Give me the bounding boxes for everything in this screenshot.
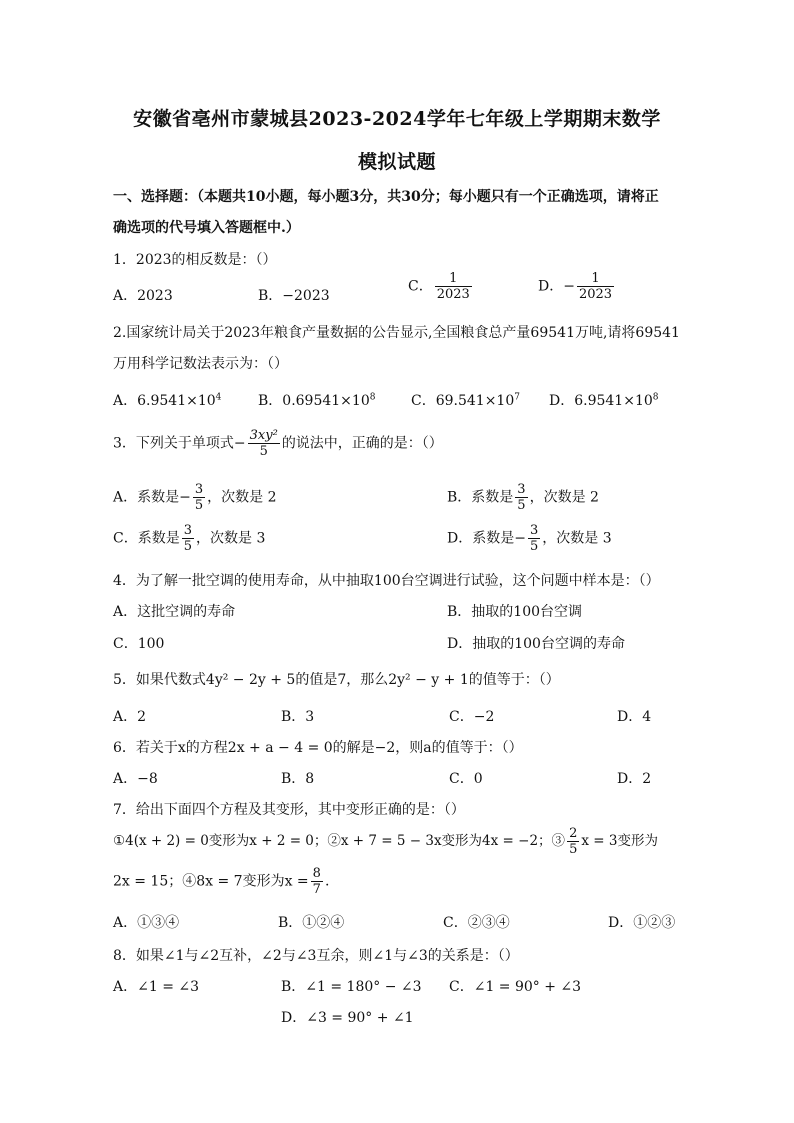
q5-option-c: C．−2 <box>449 709 495 725</box>
q6-option-a: A．−8 <box>113 771 158 787</box>
q1-option-a: A．2023 <box>113 288 173 304</box>
fraction-numerator: 3 <box>194 482 204 497</box>
q5-option-a: A．2 <box>113 709 147 725</box>
q7-option-c: C．②③④ <box>443 915 510 931</box>
q5-option-d: D．4 <box>617 709 652 725</box>
q1-option-c <box>408 271 474 302</box>
q8-option-d: D．∠3 = 90° + ∠1 <box>281 1010 414 1026</box>
fraction-numerator: 2 <box>569 826 578 841</box>
fraction-numerator: 1 <box>435 271 472 287</box>
q2-stem-line1: 2.国家统计局关于2023年粮食产量数据的公告显示,全国粮食总产量69541万吨,请将69541 <box>113 325 680 341</box>
q4-option-b: B．抽取的100台空调 <box>447 604 583 620</box>
q3-option-d <box>447 523 612 554</box>
q2-option-c <box>411 390 520 410</box>
q6-option-d: D．2 <box>617 771 652 787</box>
q4-option-c: C．100 <box>113 636 165 652</box>
q8-option-a: A．∠1 = ∠3 <box>113 979 200 995</box>
q3-stem-post: 的说法中，正确的是：（） <box>281 435 443 452</box>
fraction-numerator: 3xy² <box>249 428 278 443</box>
q6-option-c: C．0 <box>449 771 483 787</box>
q2-option-a <box>113 390 221 410</box>
fraction-denominator: 7 <box>312 882 321 897</box>
q3-option-a <box>113 482 276 513</box>
fraction-denominator: 2023 <box>436 287 470 302</box>
q4-option-a: A．这批空调的寿命 <box>113 604 236 620</box>
q3-option-d-fraction <box>528 523 540 554</box>
q7-option-a: A．①③④ <box>113 915 180 931</box>
q3-stem <box>113 428 443 459</box>
q7-option-d: D．①②③ <box>608 915 676 931</box>
q6-stem: 6．若关于x的方程2x + a − 4 = 0的解是−2，则a的值等于：（） <box>113 740 523 756</box>
fraction-denominator: 5 <box>569 842 578 857</box>
q3-option-a-fraction <box>193 482 205 513</box>
option-pre: C．系数是 <box>113 530 180 547</box>
q2-option-c-base: C．69.541×10 <box>411 393 515 409</box>
q2-option-a-exponent: 4 <box>215 392 222 403</box>
q5-stem: 5．如果代数式4y² − 2y + 5的值是7，那么2y² − y + 1的值等于：（） <box>113 672 560 688</box>
q3-option-c <box>113 523 265 554</box>
fraction-denominator: 5 <box>529 539 539 554</box>
q8-stem: 8．如果∠1与∠2互补，∠2与∠3互余，则∠1与∠3的关系是：（） <box>113 948 519 964</box>
q7-line2-tail: . <box>324 873 330 890</box>
q8-option-b: B．∠1 = 180° − ∠3 <box>281 979 422 995</box>
q7-option-b: B．①②④ <box>278 915 345 931</box>
fraction-numerator: 1 <box>577 271 614 287</box>
q3-option-c-fraction <box>182 523 194 554</box>
option-post: ，次数是 2 <box>529 489 599 506</box>
q2-option-b-base: B．0.69541×10 <box>258 393 370 409</box>
q4-option-d: D．抽取的100台空调的寿命 <box>447 636 625 652</box>
q1-option-d-fraction <box>577 271 614 302</box>
q3-option-b <box>447 482 599 513</box>
q3-option-b-fraction <box>515 482 527 513</box>
fraction-denominator: 5 <box>194 498 204 513</box>
section-heading-line2: 确选项的代号填入答题框中.） <box>113 220 300 236</box>
q2-option-d-exponent: 8 <box>652 392 659 403</box>
q1-option-d <box>538 271 616 302</box>
fraction-denominator: 2023 <box>578 287 613 302</box>
section-heading-line1: 一、选择题：（本题共10小题，每小题3分，共30分；每小题只有一个正确选项，请将正 <box>113 189 659 205</box>
q1-option-d-label: D．− <box>538 278 575 295</box>
q7-line2-fraction <box>311 866 323 897</box>
q2-stem-line2: 万用科学记数法表示为：（） <box>113 356 288 372</box>
q7-stem: 7．给出下面四个方程及其变形，其中变形正确的是：（） <box>113 802 465 818</box>
fraction-numerator: 3 <box>517 482 526 497</box>
q7-line2-text: 2x = 15；④8x = 7变形为x = <box>113 873 309 890</box>
option-pre: D．系数是− <box>447 530 526 547</box>
q7-line1-fraction <box>567 826 579 857</box>
fraction-numerator: 3 <box>183 523 192 538</box>
fraction-denominator: 5 <box>259 444 268 459</box>
option-pre: B．系数是 <box>447 489 514 506</box>
q5-option-b: B．3 <box>281 709 315 725</box>
q3-stem-pre: 3．下列关于单项式− <box>113 435 246 452</box>
fraction-numerator: 8 <box>312 866 321 881</box>
q7-line1-text: ①4(x + 2) = 0变形为x + 2 = 0；②x + 7 = 5 − 3x变形为4x = −2；③ <box>113 833 566 849</box>
q1-option-c-label: C． <box>408 278 433 295</box>
q4-stem: 4．为了解一批空调的使用寿命，从中抽取100台空调进行试验，这个问题中样本是：（） <box>113 573 660 589</box>
option-pre: A．系数是− <box>113 489 191 506</box>
option-post: ，次数是 3 <box>196 530 266 547</box>
q2-option-a-base: A．6.9541×10 <box>113 393 216 409</box>
q7-line1-tail: x = 3变形为 <box>581 833 658 849</box>
q2-option-b <box>258 390 375 410</box>
q7-transforms-line2 <box>113 866 329 897</box>
q7-transforms-line1 <box>113 826 658 857</box>
option-post: ，次数是 2 <box>207 489 277 506</box>
q2-option-c-exponent: 7 <box>514 392 520 403</box>
q1-stem: 1．2023的相反数是：（） <box>113 252 277 268</box>
fraction-numerator: 3 <box>529 523 539 538</box>
q1-option-c-fraction <box>435 271 472 302</box>
q2-option-d-base: D．6.9541×10 <box>549 393 653 409</box>
q8-option-c: C．∠1 = 90° + ∠3 <box>449 979 582 995</box>
exam-title-line2: 模拟试题 <box>357 151 436 173</box>
option-post: ，次数是 3 <box>542 530 612 547</box>
fraction-denominator: 5 <box>517 498 526 513</box>
q2-option-d <box>549 390 659 410</box>
q6-option-b: B．8 <box>281 771 315 787</box>
q2-option-b-exponent: 8 <box>369 392 376 403</box>
q3-monomial-fraction <box>248 428 280 459</box>
exam-title-line1: 安徽省亳州市蒙城县2023-2024学年七年级上学期期末数学 <box>133 108 661 130</box>
fraction-denominator: 5 <box>183 539 192 554</box>
q1-option-b: B．−2023 <box>258 288 330 304</box>
